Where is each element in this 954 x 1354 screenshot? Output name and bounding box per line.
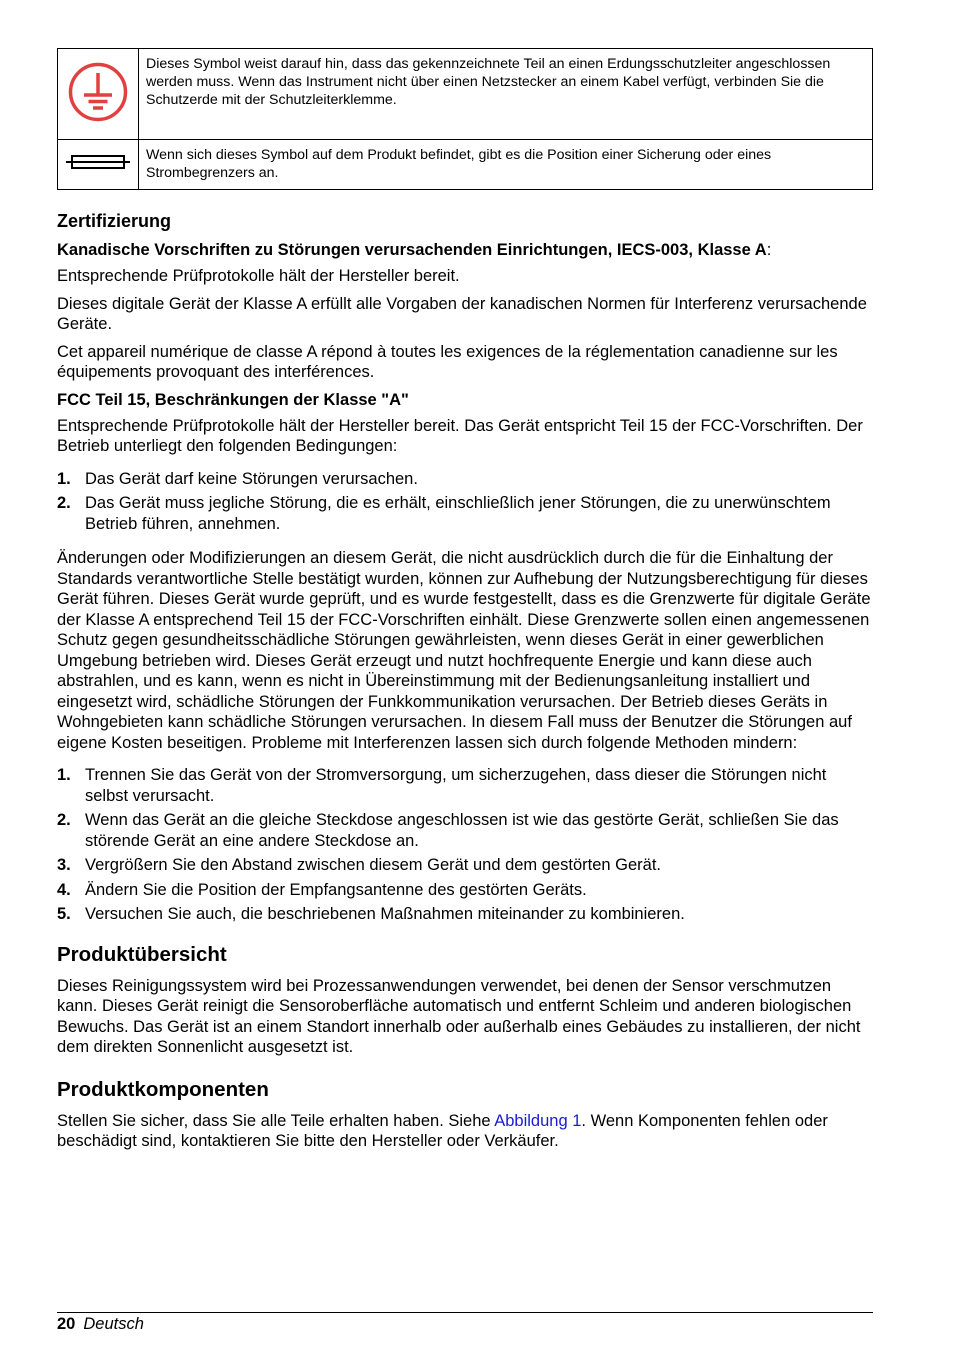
figure-link[interactable]: Abbildung 1 <box>494 1111 582 1130</box>
subheading-colon: : <box>766 241 772 259</box>
list-text: Ändern Sie die Position der Empfangsantenne des gestörten Geräts. <box>85 880 587 899</box>
list-text: Das Gerät muss jegliche Störung, die es erhält, einschließlich jener Störungen, die zu unerwünschtem Betrieb führen, annehmen. <box>85 494 831 533</box>
subheading-canada-text: Kanadische Vorschriften zu Störungen verursachenden Einrichtungen, IECS-003, Klasse A <box>57 241 767 259</box>
symbol-icon-cell <box>58 140 139 190</box>
page-content <box>57 48 873 1159</box>
list-item <box>57 493 873 534</box>
symbol-icon-cell <box>58 49 139 140</box>
fuse-icon <box>66 152 130 172</box>
paragraph: Entsprechende Prüfprotokolle hält der Hersteller bereit. <box>57 267 460 285</box>
list-number: 2. <box>57 494 71 512</box>
subheading-canada <box>57 240 873 260</box>
symbol-description: Wenn sich dieses Symbol auf dem Produkt befindet, gibt es die Position einer Sicherung oder eines Strombegrenzers an. <box>139 140 873 190</box>
list-number: 1. <box>57 469 71 488</box>
section-heading-components: Produktkomponenten <box>57 1077 269 1101</box>
footer-language: Deutsch <box>83 1315 144 1333</box>
section-heading-overview: Produktübersicht <box>57 942 227 966</box>
paragraph: Entsprechende Prüfprotokolle hält der Hersteller bereit. Das Gerät entspricht Teil 15 der FCC-Vorschriften. Der Betrieb unterliegt den folgenden Bedingungen: <box>57 416 863 455</box>
conditions-list <box>57 469 873 535</box>
paragraph <box>57 1111 873 1152</box>
paragraph: Dieses digitale Gerät der Klasse A erfüllt alle Vorgaben der kanadischen Normen für Interferenz verursachende Geräte. <box>57 294 867 333</box>
paragraph: Änderungen oder Modifizierungen an diesem Gerät, die nicht ausdrücklich durch die für die Einhaltung der Standards verantwortliche Stelle bestätigt wurden, können zur Aufhebung der Nutzungsberechtigung für dieses Gerät führen. Dieses Gerät wurde geprüft, und es wurde festgestellt, dass es die Grenzwerte für digitale Geräte der Klasse A entsprechend Teil 15 der FCC-Vorschriften einhält. Diese Grenzwerte sollen einen angemessenen Schutz gegen gesundheitsschädliche Störungen gewährleisten, wenn dieses Gerät in einer gewerblichen Umgebung betrieben wird. Dieses Gerät erzeugt und nutzt hochfrequente Energie und kann diese auch abstrahlen, und es kann, wenn es nicht in Übereinstimmung mit der Bedienungsanleitung installiert und eingesetzt wird, schädliche Störungen der Funkkommunikation verursachen. Der Betrieb dieses Geräts in Wohngebieten kann schädliche Störungen verursachen. In diesem Fall muss der Benutzer die Störungen auf eigene Kosten beseitigen. Probleme mit Interferenzen lassen sich durch folgende Methoden mindern: <box>57 549 871 752</box>
list-number: 4. <box>57 880 71 899</box>
paragraph-text: . Wenn Komponenten fehlen oder beschädigt sind, kontaktieren Sie bitte den Hersteller oder Verkäufer. <box>57 1111 828 1150</box>
list-item <box>57 765 873 806</box>
list-number: 1. <box>57 766 71 784</box>
list-item <box>57 810 873 851</box>
paragraph-text: Stellen Sie sicher, dass Sie alle Teile erhalten haben. Siehe <box>57 1111 495 1130</box>
page-number: 20 <box>57 1315 76 1333</box>
symbol-description: Dieses Symbol weist darauf hin, dass das gekennzeichnete Teil an einen Erdungsschutzleiter angeschlossen werden muss. Wenn das Instrument nicht über einen Netzstecker an einem Kabel verfügt, verbinden Sie die Schutzerde mit der Schutzleiterklemme. <box>139 49 873 140</box>
list-item <box>57 880 873 901</box>
paragraph: Dieses Reinigungssystem wird bei Prozessanwendungen verwendet, bei denen der Sensor verschmutzen kann. Dieses Gerät reinigt die Sensoroberfläche automatisch und entfernt Schleim und anderen biologischen Bewuchs. Das Gerät ist an einem Standort innerhalb oder außerhalb eines Gebäudes zu installieren, der nicht dem direkten Sonnenlicht ausgesetzt ist. <box>57 976 861 1056</box>
subheading-fcc: FCC Teil 15, Beschränkungen der Klasse "A" <box>57 390 409 409</box>
measures-list <box>57 765 873 925</box>
symbol-row <box>58 140 873 190</box>
symbol-row <box>58 49 873 140</box>
protective-earth-icon <box>67 61 129 123</box>
list-number: 2. <box>57 811 71 829</box>
section-heading-certification: Zertifizierung <box>57 211 172 231</box>
list-item <box>57 469 873 490</box>
list-number: 5. <box>57 905 71 923</box>
list-text: Das Gerät darf keine Störungen verursachen. <box>85 469 418 488</box>
symbol-table <box>57 48 873 190</box>
list-item <box>57 904 873 925</box>
list-text: Versuchen Sie auch, die beschriebenen Maßnahmen miteinander zu kombinieren. <box>85 905 685 923</box>
page-footer <box>57 1312 873 1334</box>
list-text: Trennen Sie das Gerät von der Stromversorgung, um sicherzugehen, dass dieser die Störungen nicht selbst verursacht. <box>85 766 827 805</box>
paragraph: Cet appareil numérique de classe A répond à toutes les exigences de la réglementation canadienne sur les équipements provoquant des interférences. <box>57 342 838 381</box>
list-text: Wenn das Gerät an die gleiche Steckdose angeschlossen ist wie das gestörte Gerät, schließen Sie das störende Gerät an eine andere Steckdose an. <box>85 811 839 850</box>
list-text: Vergrößern Sie den Abstand zwischen diesem Gerät und dem gestörten Gerät. <box>85 856 661 874</box>
list-number: 3. <box>57 856 71 874</box>
list-item <box>57 855 873 876</box>
